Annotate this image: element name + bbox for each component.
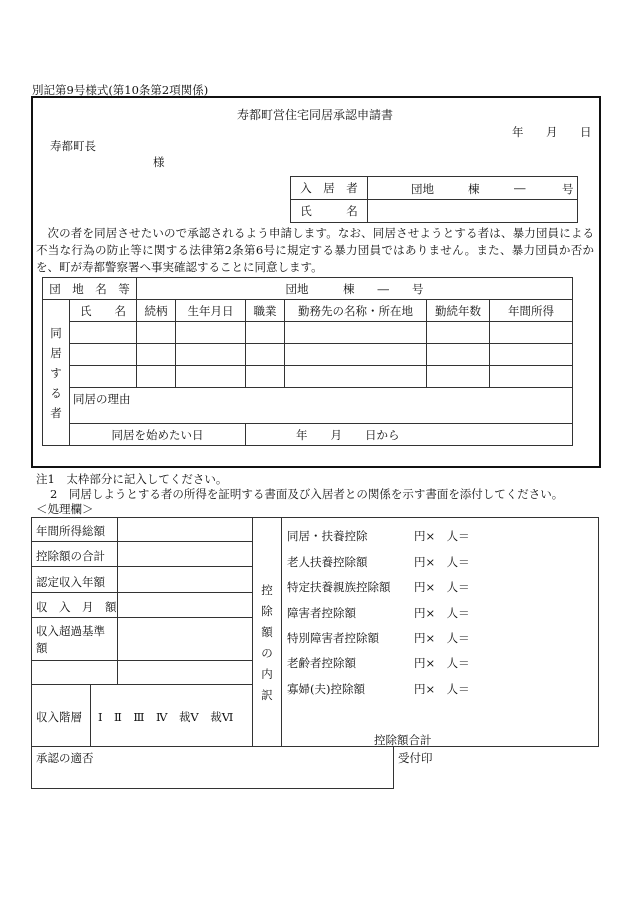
deduction-value-2: 円× 人＝ [414, 580, 470, 594]
addressee: 寿都町長 [50, 139, 96, 153]
deduction-total-label: 控除額合計 [374, 733, 432, 747]
header-workplace: 勤務先の名称・所在地 [285, 300, 427, 322]
deduction-value-4: 円× 人＝ [414, 631, 470, 645]
receipt-stamp-label: 受付印 [398, 751, 433, 765]
reason-label: 同居の理由 [73, 392, 131, 406]
resident-label: 入 居 者 [291, 177, 368, 200]
danchi-field[interactable]: 団地 棟 ― 号 [137, 278, 573, 300]
danchi-label: 団 地 名 等 [43, 278, 137, 300]
deduction-value-0: 円× 人＝ [414, 529, 470, 543]
header-occupation: 職業 [246, 300, 285, 322]
cohabitant-side-label: 同 居 す る 者 [43, 300, 70, 446]
header-name: 氏 名 [70, 300, 137, 322]
resident-name-field[interactable] [368, 200, 578, 223]
income-rank-label: 収入階層 [36, 710, 82, 724]
resident-tou: 棟 [468, 182, 480, 196]
note-2: 2 同居しようとする者の所得を証明する書面及び入居者との関係を示す書面を添付してください。 [50, 487, 564, 501]
header-income: 年間所得 [490, 300, 573, 322]
addressee-sama: 様 [153, 155, 165, 169]
monthly-income-label: 収 入 月 額 [36, 600, 117, 614]
processing-heading: ＜処理欄＞ [36, 502, 94, 516]
resident-danchi: 団地 [411, 182, 434, 196]
resident-dash: ― [514, 181, 526, 195]
date-day: 日 [580, 125, 592, 139]
deduction-label-1: 老人扶養控除額 [287, 555, 368, 569]
deduction-label-0: 同居・扶養控除 [287, 529, 368, 543]
deduction-value-5: 円× 人＝ [414, 656, 470, 670]
header-relation: 続柄 [137, 300, 176, 322]
table-row [43, 322, 573, 344]
certified-income-label: 認定収入年額 [36, 575, 105, 589]
table-row [43, 366, 573, 388]
income-rank-values: Ⅰ Ⅱ Ⅲ Ⅳ 裁Ⅴ 裁Ⅵ [98, 710, 234, 724]
resident-name-label: 氏 名 [291, 200, 368, 223]
form-number: 別記第9号様式(第10条第2項関係) [32, 83, 209, 97]
deduction-label-3: 障害者控除額 [287, 606, 356, 620]
start-date-label: 同居を始めたい日 [70, 424, 246, 446]
annual-income-total-label: 年間所得総額 [36, 524, 105, 538]
note-1: 注1 太枠部分に記入してください。 [36, 472, 228, 486]
cohabitant-table [42, 277, 573, 446]
deduction-value-6: 円× 人＝ [414, 682, 470, 696]
date-month: 月 [546, 125, 558, 139]
approval-label: 承認の適否 [36, 751, 94, 765]
excess-income-label: 収入超過基準額 [36, 624, 105, 655]
form-title: 寿都町営住宅同居承認申請書 [236, 108, 393, 122]
deduction-value-3: 円× 人＝ [414, 606, 470, 620]
header-years: 勤続年数 [427, 300, 490, 322]
reason-field[interactable] [70, 388, 573, 424]
deduction-label-4: 特別障害者控除額 [287, 631, 379, 645]
date-year: 年 [512, 125, 524, 139]
deduction-label-2: 特定扶養親族控除額 [287, 580, 391, 594]
resident-table [290, 176, 578, 223]
deduction-sum-label: 控除額の合計 [36, 549, 105, 563]
deduction-label-6: 寡婦(夫)控除額 [287, 682, 365, 696]
deduction-breakdown-label: 控 除 額 の 内 訳 [261, 583, 273, 702]
start-date-field[interactable]: 年 月 日から [246, 424, 573, 446]
declaration-text: 次の者を同居させたいので承認されるよう申請します。なお、同居させようとする者は、暴力団員による不当な行為の防止等に関する法律第2条第6号に規定する暴力団員ではありません。また、暴力団員か否かを、町が寿都警察署へ事実確認することに同意します。 [36, 226, 594, 274]
header-birthdate: 生年月日 [176, 300, 246, 322]
deduction-value-1: 円× 人＝ [414, 555, 470, 569]
resident-address-field[interactable] [368, 177, 578, 200]
table-row [43, 344, 573, 366]
resident-gou: 号 [562, 182, 574, 196]
deduction-label-5: 老齢者控除額 [287, 656, 356, 670]
